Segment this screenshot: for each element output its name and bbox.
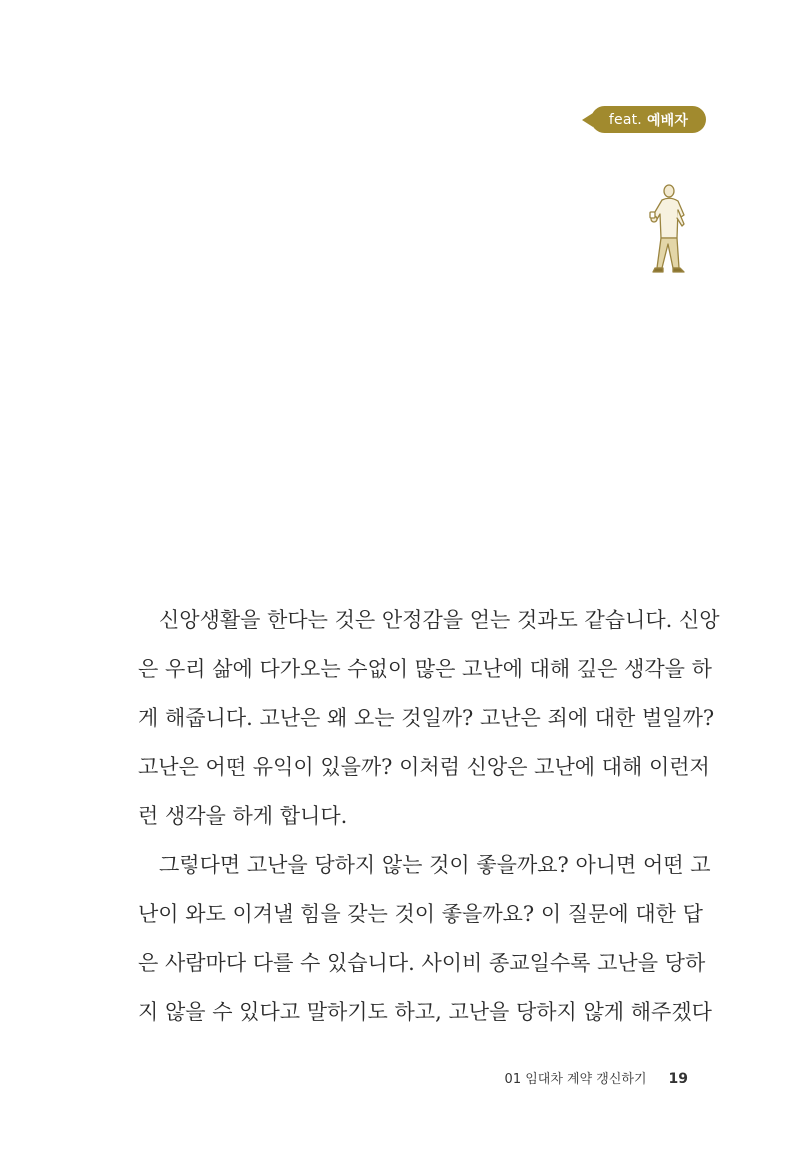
page-footer bbox=[505, 1068, 688, 1087]
body-line: 고난은 어떤 유익이 있을까? 이처럼 신앙은 고난에 대해 이런저 bbox=[138, 755, 710, 779]
body-line: 런 생각을 하게 합니다. bbox=[138, 804, 348, 828]
body-line: 지 않을 수 있다고 말하기도 하고, 고난을 당하지 않게 해주겠다 bbox=[138, 1000, 712, 1024]
body-text bbox=[138, 596, 720, 1037]
person-walking-illustration bbox=[640, 180, 700, 280]
page-number: 19 bbox=[668, 1071, 688, 1087]
feat-prefix: feat. bbox=[608, 111, 642, 128]
body-line: 게 해줍니다. 고난은 왜 오는 것일까? 고난은 죄에 대한 벌일까? bbox=[138, 706, 715, 730]
body-line: 은 우리 삶에 다가오는 수없이 많은 고난에 대해 깊은 생각을 하 bbox=[138, 657, 712, 681]
body-line: 은 사람마다 다를 수 있습니다. 사이비 종교일수록 고난을 당하 bbox=[138, 951, 706, 975]
chapter-title: 01 임대차 계약 갱신하기 bbox=[504, 1072, 647, 1087]
feat-name: 예배자 bbox=[646, 112, 689, 129]
body-line: 난이 와도 이겨낼 힘을 갖는 것이 좋을까요? 이 질문에 대한 답 bbox=[138, 902, 703, 926]
feat-tag bbox=[591, 106, 706, 133]
body-line: 신앙생활을 한다는 것은 안정감을 얻는 것과도 같습니다. 신앙 bbox=[159, 608, 720, 632]
tag-tail bbox=[582, 113, 593, 127]
body-line: 그렇다면 고난을 당하지 않는 것이 좋을까요? 아니면 어떤 고 bbox=[159, 853, 711, 877]
